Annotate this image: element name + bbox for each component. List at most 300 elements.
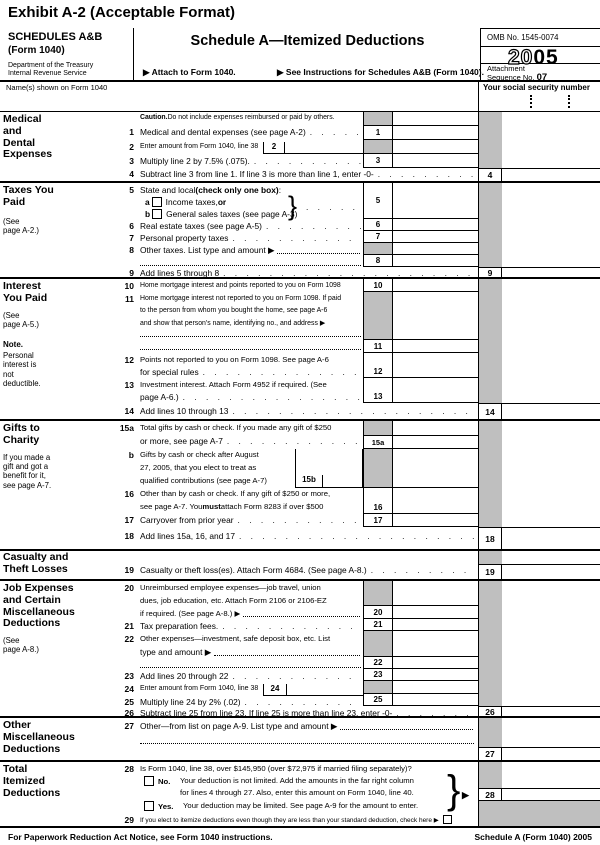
line-11-text-3: and show that person's name, identifying no., and address ▶ [140,320,326,327]
gray-strip [478,551,502,564]
line-6-number: 6 [129,221,134,231]
name-input[interactable] [120,93,470,109]
line-5b-text: General sales taxes (see page A-3) [166,209,298,219]
line-26-row [140,708,474,718]
line-15a-box-number: 15a [364,436,393,448]
line-16-text-2: see page A-7. You [140,502,203,511]
line-13-text-1: Investment interest. Attach Form 4952 if required. (See [140,380,327,389]
taxes-amount-column [363,183,478,267]
line-6-row [140,221,361,231]
amount-entry[interactable] [393,140,478,153]
line-17-row [140,515,361,525]
line-8-row [140,245,361,255]
line-10-amount-entry[interactable] [393,279,478,291]
section-taxes [0,183,600,279]
header-bottom-rule [0,80,600,82]
line-27-number: 27 [124,721,134,731]
line-14-row [140,406,474,416]
line-1-amount-entry[interactable] [393,126,478,139]
dot-leader [232,233,361,243]
line-20-box-number: 20 [364,606,393,618]
line-4-number: 4 [129,169,134,179]
note-line: deductible. [3,379,41,389]
amount-row [364,421,478,436]
checkbox-income-taxes[interactable] [152,197,162,207]
label-line: Deductions [3,617,61,630]
line-19-row [140,565,474,575]
blank-number-cell [364,140,393,153]
line-24-entry[interactable] [263,684,363,696]
line-6-box-number: 6 [364,219,393,230]
dot-leader [396,708,474,718]
line-25-text: Multiply line 24 by 2% (.02) [140,697,241,707]
amount-entry[interactable] [393,681,478,693]
line-15b-text-3: qualified contributions (see page A-7) [140,476,267,485]
line-7-row [140,233,361,243]
line-18-box-number: 18 [478,527,502,549]
line-11-text-2: to the person from whom you bought the home, see page A-6 [140,307,328,314]
amount-row [364,243,478,255]
omb-number: OMB No. 1545-0074 [487,33,559,42]
line-26-box-number: 26 [478,706,502,716]
line-22-row [140,647,361,657]
line-13-number: 13 [124,380,134,390]
yes-text: Your deduction may be limited. See page A-9 for the amount to enter. [183,801,419,810]
line-22-number: 22 [124,634,134,644]
line-9-row [140,268,474,278]
blank-number-cell [364,292,393,339]
line-16-text-1: Other than by cash or check. If any gift of $250 or more, [140,489,331,498]
label-line: Deductions [3,742,61,755]
label-line: and [3,124,22,137]
amount-entry[interactable] [393,292,478,339]
amount-row [364,231,478,243]
line-5b-letter: b [145,209,151,219]
ssn-label: Your social security number [483,83,590,92]
label-line: Other [3,719,32,731]
dot-leader [245,697,361,707]
line-10-row [140,282,361,289]
line-23-number: 23 [124,671,134,681]
line-11-row [140,307,361,314]
dotted-fill[interactable] [277,253,360,254]
amount-row [364,183,478,219]
line-29-text: If you elect to itemize deductions even though they are less than your standard deduction, check here ▶ [140,817,439,824]
amount-row [364,154,478,168]
line-15a-amount-entry[interactable] [393,436,478,448]
label-line: Miscellaneous [3,605,75,618]
amount-row [364,378,478,403]
line-8-box-number: 8 [364,255,393,266]
header-divider-left [133,28,134,80]
line-25-row [140,697,361,707]
line-27-row [140,721,474,731]
line-8-write-in[interactable] [140,265,361,266]
line-18-row [140,531,474,541]
line-20-text-2: dues, job education, etc. Attach Form 2106 or 2106-EZ [140,596,327,605]
amount-row [364,619,478,631]
line-21-amount-entry[interactable] [393,619,478,630]
line-24-text: Enter amount from Form 1040, line 38 [140,685,259,692]
sub-line: gift and got a [3,461,49,471]
form-1040-label: (Form 1040) [8,45,65,56]
line-17-number: 17 [124,515,134,525]
line-5-row [140,185,281,195]
sub-line: (See [3,310,20,320]
line-4-row [140,169,474,179]
checkbox-no[interactable] [144,776,154,786]
line-21-text: Tax preparation fees. [140,621,219,631]
amount-row [364,353,478,378]
line-15b-row [140,463,256,472]
line-10-number: 10 [124,281,134,291]
label-line: Gifts to [3,422,40,434]
irs-label: Internal Revenue Service [8,70,87,77]
label-line: Charity [3,433,40,446]
line-3-amount-entry[interactable] [393,154,478,167]
line-13-row [140,392,361,402]
line-15b-letter: b [128,450,134,460]
line-12-row [140,367,361,377]
line-9-number: 9 [129,268,134,278]
line-20-text-3: if required. (See page A-8.) ▶ [140,609,241,618]
line-24-box-number: 24 [263,684,287,695]
amount-row [364,488,478,514]
line-22-text-2: type and amount ▶ [140,647,212,657]
line-11-amount-entry[interactable] [393,340,478,352]
sub-line: page A-8.) [3,645,39,655]
line-3-row [140,156,361,166]
line-8-text: Other taxes. List type and amount ▶ [140,245,275,255]
line-28-question [140,764,412,773]
line-23-row [140,671,361,681]
line-5a-or: or [217,197,227,207]
dot-leader [223,268,474,278]
gray-strip [478,112,502,168]
line-28-box-number: 28 [478,788,502,801]
line-4-text: Subtract line 3 from line 1. If line 3 is more than line 1, enter -0- [140,169,374,179]
blank-number-cell [364,449,393,487]
line-15a-row [140,436,361,446]
note-bold: Note. [3,340,23,350]
amount-entry[interactable] [393,421,478,435]
medical-caution [140,114,361,121]
brace-28 [447,772,460,808]
line-9-box-number: 9 [478,267,502,277]
line-16-text-3: attach Form 8283 if over $500 [220,502,324,511]
sub-line: page A-2.) [3,225,39,235]
dot-leader [238,515,361,525]
checkbox-elect-itemize[interactable] [443,815,452,824]
line-19-box-number: 19 [478,564,502,579]
line-12-number: 12 [124,355,134,365]
amount-entry[interactable] [393,112,478,125]
line-10-text: Home mortgage interest and points reported to you on Form 1098 [140,282,341,289]
omb-box-top-rule [480,28,600,29]
label-line: Total [3,763,28,775]
exhibit-title: Exhibit A-2 (Acceptable Format) [8,4,235,21]
line-17-text: Carryover from prior year [140,515,234,525]
label-line: Theft Losses [3,562,68,575]
line-20-row [140,609,361,618]
blank-number-cell [364,581,393,605]
caution-bold: Caution. [140,114,168,121]
line-5-text: State and local [140,185,196,195]
amount-row [364,681,478,694]
line-18-text: Add lines 15a, 16, and 17 [140,531,235,541]
amount-row [364,694,478,706]
dotted-fill[interactable] [214,655,360,656]
dot-leader [222,621,361,631]
attachment-label: Attachment [487,64,525,73]
amount-entry[interactable] [393,581,478,605]
line-15b-entry[interactable] [295,449,363,488]
line-6-text: Real estate taxes (see page A-5) [140,221,262,231]
line-6-amount-entry[interactable] [393,219,478,230]
label-line: Paid [3,195,26,208]
dotted-fill[interactable] [243,616,360,617]
dot-leader [266,221,361,231]
label-line: Casualty and [3,551,69,563]
line-23-amount-entry[interactable] [393,669,478,680]
line-7-number: 7 [129,233,134,243]
line-16-box-number: 16 [364,488,393,513]
caution-text: Do not include expenses reimbursed or paid by others. [167,114,335,121]
see-instructions: ▶ See Instructions for Schedules A&B (Form 1040). [277,67,484,77]
line-22-write-in[interactable] [140,667,361,668]
section-taxes-label [3,185,115,235]
line-22-text-1: Other expenses—investment, safe deposit box, etc. List [140,634,331,643]
line-21-box-number: 21 [364,619,393,630]
sub-line: page A-5.) [3,319,39,329]
ssn-divider [478,80,479,111]
blank-number-cell [364,631,393,656]
section-interest [0,279,600,421]
amount-entry[interactable] [393,449,478,487]
section-total [0,762,600,828]
line-24-row [140,685,258,692]
line-10-box-number: 10 [364,279,393,291]
line-28-question-text: Is Form 1040, line 38, over $145,950 (over $72,975 if married filing separately)? [140,764,412,773]
line-5-leader [302,202,360,212]
label-line: Miscellaneous [3,730,75,743]
no-text-2: for lines 4 through 27. Also, enter this amount on Form 1040, line 40. [180,788,414,797]
section-job-label [3,583,115,655]
sub-line: benefit for it, [3,471,46,481]
dot-leader [371,565,474,575]
amount-row [364,606,478,619]
line-5-bold: (check only one box) [195,185,279,195]
blank-number-cell [364,243,393,254]
label-sub [3,636,115,655]
amount-row [364,669,478,681]
line-12-amount-entry[interactable] [393,353,478,377]
section-interest-label [3,281,115,389]
gray-strip [478,421,502,527]
line-20-text-1: Unreimbursed employee expenses—job travel, union [140,583,321,592]
label-line: Job Expenses [3,582,74,594]
section-total-label [3,764,115,799]
dot-leader [227,436,361,446]
line-1-number: 1 [129,127,134,137]
line-12-box-number: 12 [364,353,393,377]
line-16-row [140,502,361,511]
tax-year-outline: 20 [508,46,534,69]
line-20-number: 20 [124,583,134,593]
yes-label: Yes. [158,802,174,811]
line-23-box-number: 23 [364,669,393,680]
section-other-misc-label [3,720,115,755]
line-13-row [140,380,361,389]
sequence-number: 07 [536,72,548,83]
line-28-arrow: ▶ [462,790,469,800]
line-24-number: 24 [124,684,134,694]
sub-line: If you made a [3,452,51,462]
dot-leader [378,169,474,179]
amount-row [364,657,478,669]
line-12-text-2: for special rules [140,367,199,377]
section-casualty [0,551,600,581]
line-11-number: 11 [125,294,134,304]
amount-row [364,436,478,449]
line-26-text: Subtract line 25 from line 23. If line 25 is more than line 23, enter -0- [140,708,393,718]
line-20-row [140,596,361,605]
line-15a-number: 15a [119,423,134,433]
line-28-yes-text [183,801,418,810]
line-16-number: 16 [124,489,134,499]
amount-row [364,140,478,154]
line-15b-row [140,450,259,459]
amount-row [364,449,478,488]
line-11-row [140,295,361,302]
line-14-box-number: 14 [478,403,502,419]
line-28-no-text-2 [180,788,414,797]
note-line: not [3,369,14,379]
line-1-text: Medical and dental expenses (see page A-2) [140,127,306,137]
line-2-entry[interactable] [263,142,363,154]
line-19-number: 19 [124,565,134,575]
brace-5ab [288,194,297,218]
label-line: and Certain [3,593,61,606]
line-18-number: 18 [124,531,134,541]
line-8-number: 8 [129,245,134,255]
label-line: Itemized [3,774,46,787]
line-5a-row [145,197,226,207]
line-22-box-number: 22 [364,657,393,668]
line-11-write-in[interactable] [140,336,361,337]
gray-strip [478,279,502,403]
line-20-row [140,583,361,592]
line-3-box-number: 3 [364,154,393,167]
dot-leader [310,127,361,137]
label-sub [3,311,115,330]
label-line: Taxes You [3,184,54,196]
line-20-amount-entry[interactable] [393,606,478,618]
amount-row [364,255,478,267]
dot-leader [254,156,361,166]
line-11-box-number: 11 [364,340,393,352]
line-23-text: Add lines 20 through 22 [140,671,229,681]
schedules-ab-label: SCHEDULES A&B [8,31,103,43]
amount-row [364,112,478,126]
line-8-amount-entry[interactable] [393,255,478,266]
gray-block [502,801,600,826]
amount-row [364,514,478,527]
line-5-box-number: 5 [364,183,393,218]
gray-strip [478,718,502,747]
ssn-input[interactable] [482,95,598,110]
line-9-text: Add lines 5 through 8 [140,268,220,278]
section-job-expenses [0,581,600,718]
label-sub [3,217,115,236]
dot-leader [232,671,361,681]
blank-number-cell [364,112,393,125]
line-29-row [140,815,456,824]
gray-strip [478,183,502,267]
gifts-amount-column [363,421,478,527]
dot-leader [203,367,361,377]
line-25-amount-entry[interactable] [393,694,478,705]
section-other-misc [0,718,600,762]
line-13-text-2: page A-6.) [140,392,179,402]
line-2-text: Enter amount from Form 1040, line 38 [140,143,259,150]
line-21-number: 21 [124,621,134,631]
label-line: Medical [3,113,42,125]
line-15a-text-2: or more, see page A-7 [140,436,223,446]
line-1-row [140,127,361,137]
gray-strip [478,581,502,706]
dotted-fill[interactable] [340,729,473,730]
amount-row [364,292,478,340]
line-21-row [140,621,361,631]
line-16-amount-entry[interactable] [393,488,478,513]
section-gifts [0,421,600,551]
sub-line: (See [3,216,20,226]
medical-amount-column [363,112,478,168]
line-15b-text-2: 27, 2005, that you elect to treat as [140,463,257,472]
line-4-box-number: 4 [478,168,502,181]
line-22-amount-entry[interactable] [393,657,478,668]
checkbox-general-sales-taxes[interactable] [152,209,162,219]
line-13-amount-entry[interactable] [393,378,478,402]
line-28-yes-row [142,801,173,811]
line-19-text: Casualty or theft loss(es). Attach Form 4684. (See page A-8.) [140,565,367,575]
line-3-number: 3 [129,156,134,166]
section-casualty-label [3,552,115,576]
line-27-write-in[interactable] [140,743,474,744]
sub-line: (See [3,636,20,645]
line-28-no-row [142,776,170,786]
name-label: Name(s) shown on Form 1040 [6,83,108,92]
checkbox-yes[interactable] [144,801,154,811]
line-11-text-1: Home mortgage interest not reported to you on Form 1098. If paid [140,295,342,302]
label-line: You Paid [3,291,48,304]
label-line: Dental [3,136,36,149]
line-17-amount-entry[interactable] [393,514,478,526]
amount-entry[interactable] [393,631,478,656]
line-5-colon: : [278,185,282,195]
line-5-amount-entry[interactable] [393,183,478,218]
line-7-amount-entry[interactable] [393,231,478,242]
amount-row [364,631,478,657]
amount-row [364,219,478,231]
line-11-write-in[interactable] [140,349,361,350]
dot-leader [306,202,360,212]
dot-leader [183,392,361,402]
amount-entry[interactable] [393,243,478,254]
line-15b-row [140,476,267,485]
line-2-number: 2 [129,142,134,152]
